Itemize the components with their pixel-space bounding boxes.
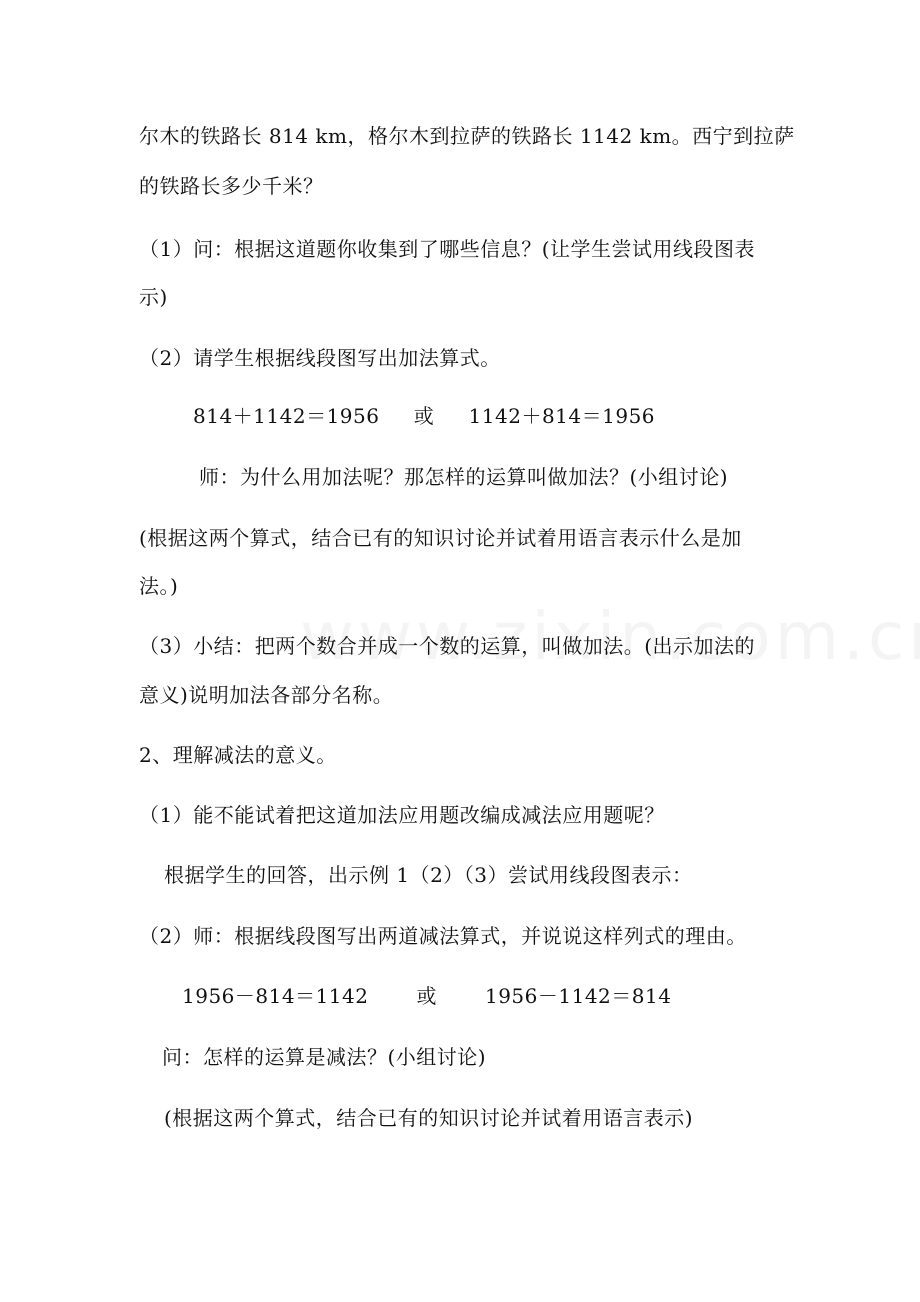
text-line-18: (根据这两个算式，结合已有的知识讨论并试着用语言表示) [164,1106,694,1130]
section-heading: 2、理解减法的意义。 [139,743,337,767]
text-line-10: （3）小结：把两个数合并成一个数的运算，叫做加法。(出示加法的 [139,634,756,658]
text-line-8: (根据这两个算式，结合已有的知识讨论并试着用语言表示什么是加 [139,526,742,550]
text-line-4: 示) [139,285,168,309]
text-line-17: 问：怎样的运算是减法？(小组讨论) [162,1045,487,1069]
text-line-1: 尔木的铁路长 814 km，格尔木到拉萨的铁路长 1142 km。西宁到拉萨 [139,124,795,148]
text-line-15: （2）师：根据线段图写出两道减法算式，并说说这样列式的理由。 [139,924,747,948]
text-line-11: 意义)说明加法各部分名称。 [139,683,394,707]
subtraction-equations: 1956－814＝1142 或 1956－1142＝814 [182,984,672,1008]
addition-equations: 814＋1142＝1956 或 1142＋814＝1956 [193,404,656,428]
text-line-7: 师：为什么用加法呢？那怎样的运算叫做加法？(小组讨论) [199,465,729,489]
text-line-9: 法。) [139,574,179,598]
text-line-3: （1）问：根据这道题你收集到了哪些信息？(让学生尝试用线段图表 [139,237,756,261]
text-line-14: 根据学生的回答，出示例 1（2）（3）尝试用线段图表示： [164,863,693,887]
text-line-13: （1）能不能试着把这道加法应用题改编成减法应用题呢？ [139,803,665,827]
text-line-2: 的铁路长多少千米？ [139,174,324,198]
text-line-5: （2）请学生根据线段图写出加法算式。 [139,346,501,370]
